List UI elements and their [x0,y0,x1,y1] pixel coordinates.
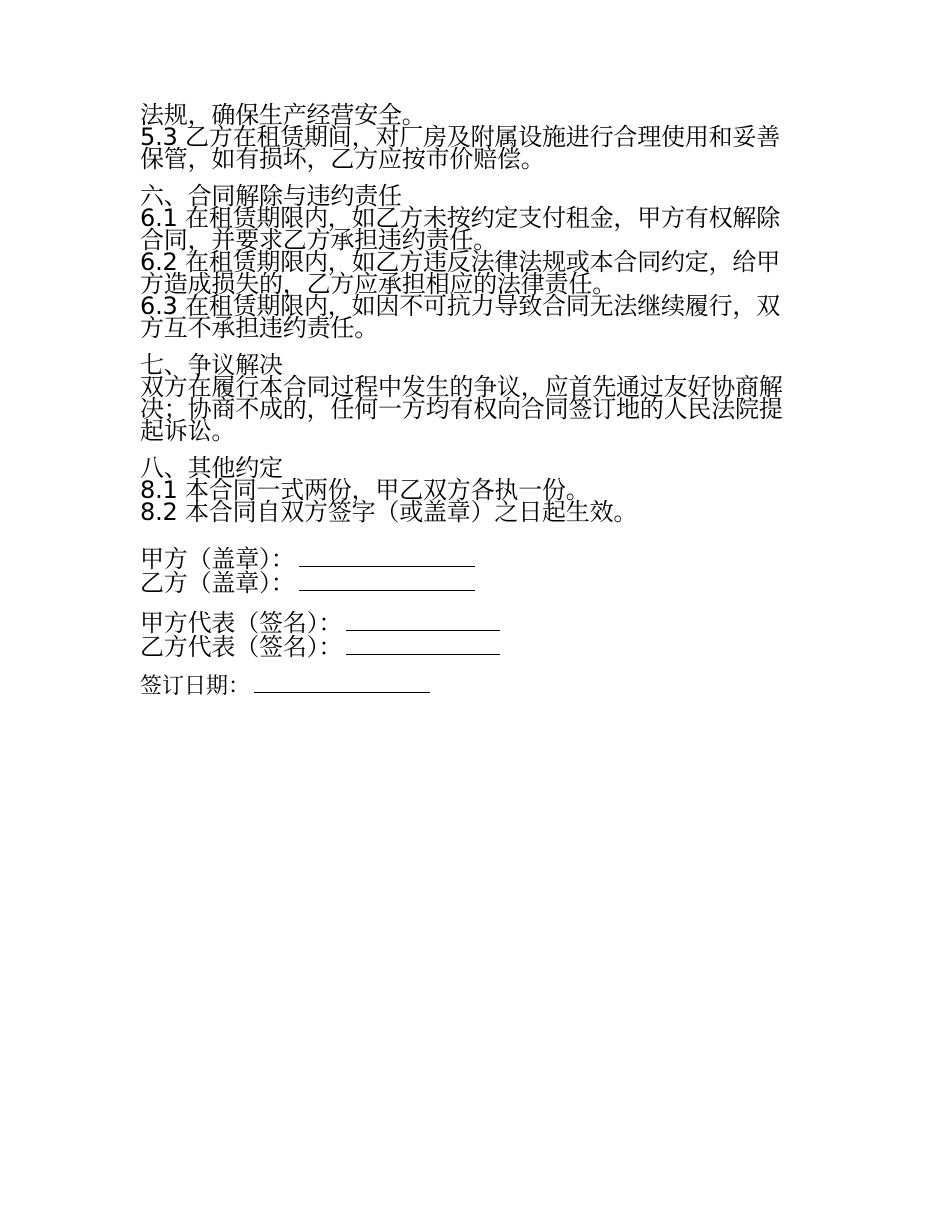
clause-6-2-line-2: 方造成损失的，乙方应承担相应的法律责任。 [140,270,616,298]
party-a-rep-label: 甲方代表（签名）： [140,609,343,637]
party-b-seal-row [140,571,820,595]
section-7-line-2: 决；协商不成的，任何一方均有权向合同签订地的人民法院提 [140,395,783,423]
section-7-line-3: 起诉讼。 [140,417,236,445]
clause-5-3-line-1: 5.3 乙方在租赁期间，对厂房及附属设施进行合理使用和妥善 [140,123,780,151]
party-a-seal-blank [299,564,475,567]
party-b-seal-label: 乙方（盖章）： [140,569,295,597]
section-7-heading: 七、争议解决 [140,351,283,379]
signature-block [140,531,820,699]
clause-5-3-line-2: 保管，如有损坏，乙方应按市价赔偿。 [140,145,545,173]
clause-6-3-line-1: 6.3 在租赁期限内，如因不可抗力导致合同无法继续履行，双 [140,292,780,320]
section-5-line-1: 法规，确保生产经营安全。 [140,101,426,129]
clause-6-3-line-2: 方互不承担违约责任。 [140,314,378,342]
party-b-seal-blank [299,588,475,591]
contract-page [140,101,820,699]
clause-8-1: 8.1 本合同一式两份，甲乙双方各执一份。 [140,476,590,504]
party-a-seal-row [140,547,820,571]
party-a-rep-row [140,611,820,635]
party-b-rep-blank [346,652,500,655]
spacer [140,659,820,675]
clause-6-1-line-2: 合同，并要求乙方承担违约责任。 [140,226,497,254]
sign-date-label: 签订日期： [140,674,251,699]
section-8-heading: 八、其他约定 [140,454,283,482]
sign-date-blank [254,690,430,693]
clause-6-2-line-1: 6.2 在租赁期限内，如乙方违反法律法规或本合同约定，给甲 [140,248,780,276]
party-a-seal-label: 甲方（盖章）： [140,545,295,573]
party-a-rep-blank [346,628,500,631]
party-b-rep-label: 乙方代表（签名）： [140,633,343,661]
party-b-rep-row [140,635,820,659]
section-7-line-1: 双方在履行本合同过程中发生的争议，应首先通过友好协商解 [140,373,783,401]
clause-8-2: 8.2 本合同自双方签字（或盖章）之日起生效。 [140,498,638,526]
sign-date-row [140,675,820,699]
clause-6-1-line-1: 6.1 在租赁期限内，如乙方未按约定支付租金，甲方有权解除 [140,204,780,232]
section-6-heading: 六、合同解除与违约责任 [140,182,402,210]
